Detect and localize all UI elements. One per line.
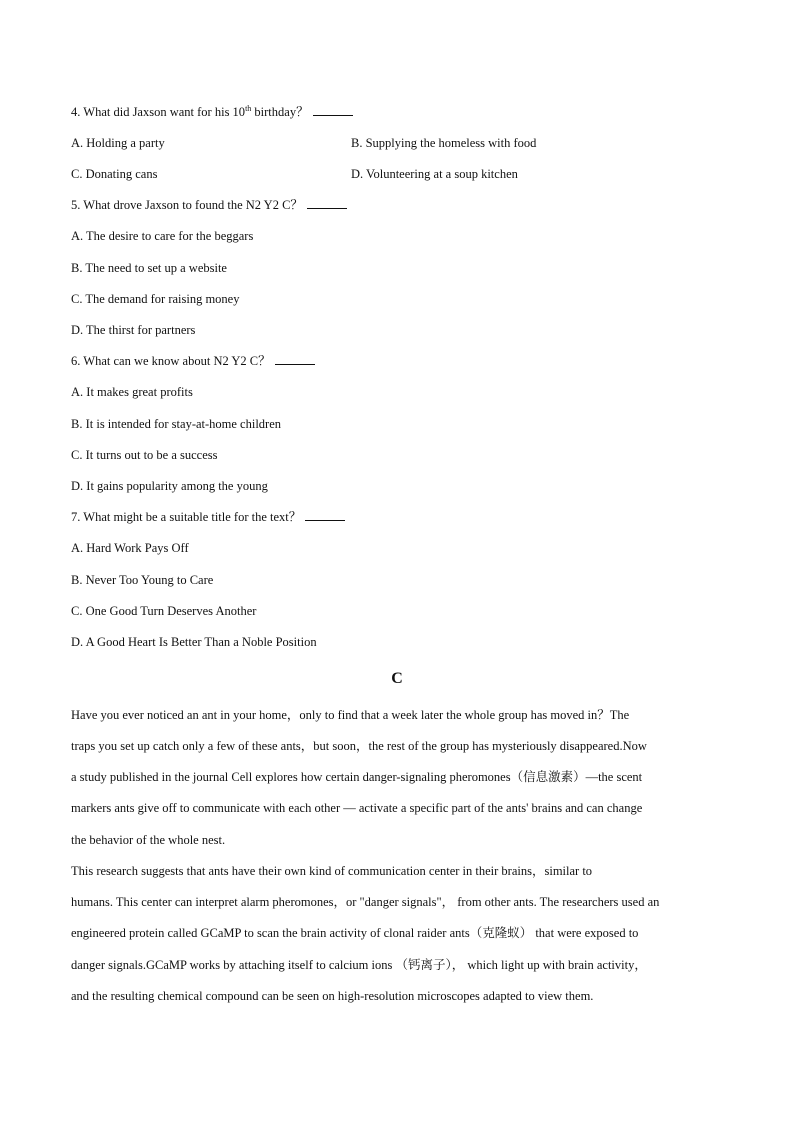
passage-p1-line: markers ants give off to communicate with each other — activate a specific part of the ants' brains and can change — [71, 801, 643, 815]
answer-blank — [275, 353, 315, 365]
answer-blank — [307, 197, 347, 209]
question-5-option-d: D. The thirst for partners — [71, 323, 196, 337]
question-6-option-a: A. It makes great profits — [71, 385, 193, 399]
question-5-stem — [71, 197, 347, 213]
passage-p2-line: humans. This center can interpret alarm pheromones，or "danger signals"， from other ants. The researchers used an — [71, 895, 660, 909]
question-6-stem — [71, 353, 315, 369]
passage-p2-line: danger signals.GCaMP works by attaching itself to calcium ions （钙离子）， which light up with brain activity， — [71, 958, 647, 972]
question-7-stem — [71, 509, 345, 525]
question-7-text: 7. What might be a suitable title for the text？ — [71, 510, 302, 524]
passage-p1-line: Have you ever noticed an ant in your home，only to find that a week later the whole group has moved in？The — [71, 708, 630, 722]
question-4-option-c: C. Donating cans — [71, 167, 158, 181]
passage-p1-line: a study published in the journal Cell explores how certain danger-signaling pheromones（信息激素）—the scent — [71, 770, 643, 784]
passage-p2-line: engineered protein called GCaMP to scan the brain activity of clonal raider ants（克隆蚁） that were exposed to — [71, 926, 639, 940]
question-4-option-a: A. Holding a party — [71, 136, 165, 150]
question-5-option-c: C. The demand for raising money — [71, 292, 240, 306]
question-7-option-b: B. Never Too Young to Care — [71, 573, 214, 587]
question-4-text: 4. What did Jaxson want for his 10 — [71, 105, 246, 119]
question-5-text: 5. What drove Jaxson to found the N2 Y2 C？ — [71, 198, 303, 212]
passage-p1-line: the behavior of the whole nest. — [71, 833, 226, 847]
question-4-stem — [71, 104, 353, 120]
passage-p1-line: traps you set up catch only a few of these ants，but soon，the rest of the group has mysteriously disappeared.Now — [71, 739, 647, 753]
answer-blank — [313, 104, 353, 116]
question-6-option-c: C. It turns out to be a success — [71, 448, 218, 462]
question-6-text: 6. What can we know about N2 Y2 C？ — [71, 354, 271, 368]
question-6-option-b: B. It is intended for stay-at-home children — [71, 417, 282, 431]
question-4-option-d: D. Volunteering at a soup kitchen — [351, 167, 518, 181]
question-6-option-d: D. It gains popularity among the young — [71, 479, 268, 493]
passage-p2-line: and the resulting chemical compound can be seen on high-resolution microscopes adapted to view them. — [71, 989, 594, 1003]
question-5-option-a: A. The desire to care for the beggars — [71, 229, 254, 243]
question-4-option-b: B. Supplying the homeless with food — [351, 136, 537, 150]
question-7-option-c: C. One Good Turn Deserves Another — [71, 604, 257, 618]
answer-blank — [305, 509, 345, 521]
question-4-superscript: th — [245, 103, 252, 113]
question-5-option-b: B. The need to set up a website — [71, 261, 227, 275]
question-4-text-end: birthday？ — [251, 105, 309, 119]
question-7-option-d: D. A Good Heart Is Better Than a Noble Position — [71, 635, 317, 649]
question-7-option-a: A. Hard Work Pays Off — [71, 541, 189, 555]
section-heading: C — [391, 670, 403, 687]
passage-p2-line: This research suggests that ants have their own kind of communication center in their brains，similar to — [71, 864, 593, 878]
